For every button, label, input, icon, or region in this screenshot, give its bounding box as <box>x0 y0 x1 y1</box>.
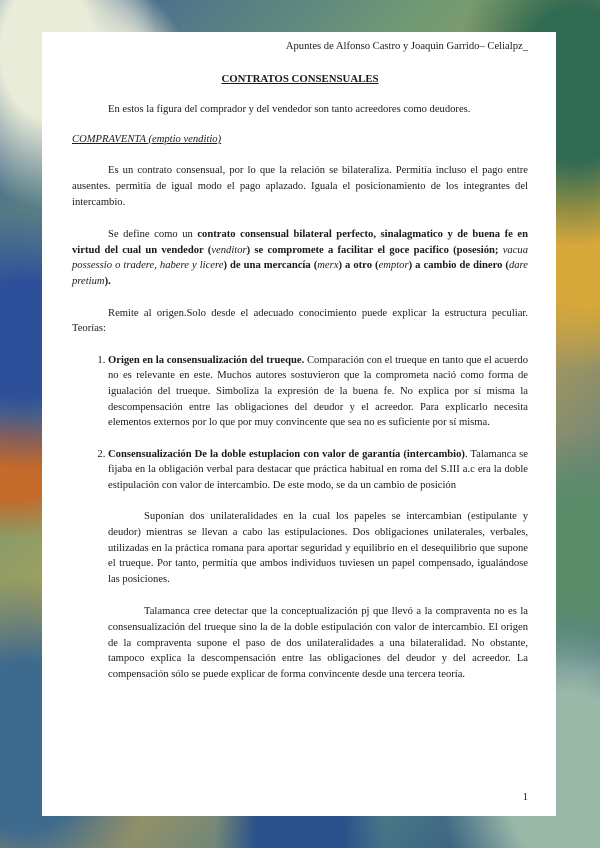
p2-bold-h: ) a otro ( <box>338 260 379 272</box>
list-item-text: . Talamanca se fijaba en la obligación verbal para destacar que práctica habitual en roma del S.III a.c era la doble estipulación con valor de intercambio. De este modo, se da un cambio de posición <box>108 448 528 491</box>
p2-italic-g: merx <box>317 260 339 272</box>
p2-italic-c: venditor <box>211 244 247 256</box>
p2-bold-b: contrato consensual bilateral perfecto, sinalagmatico y de buena fe en virtud del cual un vendedor ( <box>72 229 528 256</box>
p2-bold-j: ) a cambio de dinero ( <box>408 260 509 272</box>
paragraph-definition-contract: Es un contrato consensual, por lo que la relación se bilateraliza. Permitía incluso el pago entre ausentes. permitía de igual modo el pago aplazado. Iguala el posicionamiento de los integrantes del intercambio. <box>72 165 528 208</box>
p2-bold-f: ) de una mercancía ( <box>223 260 318 272</box>
page-header: Apuntes de Alfonso Castro y Joaquin Garrido– Celialpz_ <box>285 41 528 52</box>
p2-bold-l: ). <box>104 275 111 287</box>
paragraph-theories: Remite al origen.Solo desde el adecuado conocimiento puede explicar la estructura peculiar. Teorías: <box>72 307 528 335</box>
list-item-text: Comparación con el trueque en tanto que el acuerdo no es relevante en este. Muchos autores sostuvieron que la comprometa nació como forma de igualación del trueque. Simboliza la expresión de la buena fe. No explica por sí misma la descompensación entre las obligaciones del deudor y el acreedor. Para explicarlo necesita elementos externos por lo que por muy convincente que sea no es suficiente por sí misma. <box>108 354 529 429</box>
list-item-title: Origen en la consensualización del trueque. <box>108 354 305 366</box>
sub-paragraph-unilateral: Suponían dos unilateralidades en la cual los papeles se intercambian (estipulante y deudor) mientras se llevan a cabo las estipulaciones. Dos obligaciones unilaterales, verbales, utilizadas en la práctica romana para aportar seguridad y equilibrio en el desequilibrio que supone el trueque. Por tanto, permitía que ambos individuos tuviesen un papel compensado, igualándose las posiciones. <box>108 511 528 585</box>
list-item <box>108 353 528 431</box>
p2-italic-i: emptor <box>378 260 409 272</box>
theories-list <box>72 353 528 494</box>
list-item-title: Consensualización De la doble estuplacion con valor de garantía (intercambio) <box>108 448 465 460</box>
page-number: 1 <box>522 792 528 804</box>
p2-italic-e: vacua possessio o tradere, habere y licere <box>72 244 528 272</box>
document-title: CONTRATOS CONSENSUALES <box>221 72 379 85</box>
intro-paragraph: En estos la figura del comprador y del vendedor son tanto acreedores como deudores. <box>108 104 471 116</box>
paragraph-definition <box>72 227 528 289</box>
list-item <box>108 447 528 494</box>
sub-paragraph-talamanca: Talamanca cree detectar que la conceptualización pj que llevó a la compraventa no es la consensualización del trueque sino la de la doble estipulación con valor de intercambio. El origen de la compraventa supone el paso de dos unilateralidades a una bilateralidad. No obstante, tampoco explica la descompensación entre las obligaciones del deudor y del acreedor. La compensación sólo se puede explicar de forma convincente desde una tercera teoría. <box>108 606 528 680</box>
p2-italic-k: dare pretium <box>72 260 528 287</box>
section-heading: COMPRAVENTA (emptio venditio) <box>72 133 222 145</box>
p2-bold-d: ) se compromete a facilitar el goce pacifico (posesión; <box>246 244 503 256</box>
document-page <box>42 32 556 816</box>
p2-text-a: Se define como un <box>108 229 198 241</box>
